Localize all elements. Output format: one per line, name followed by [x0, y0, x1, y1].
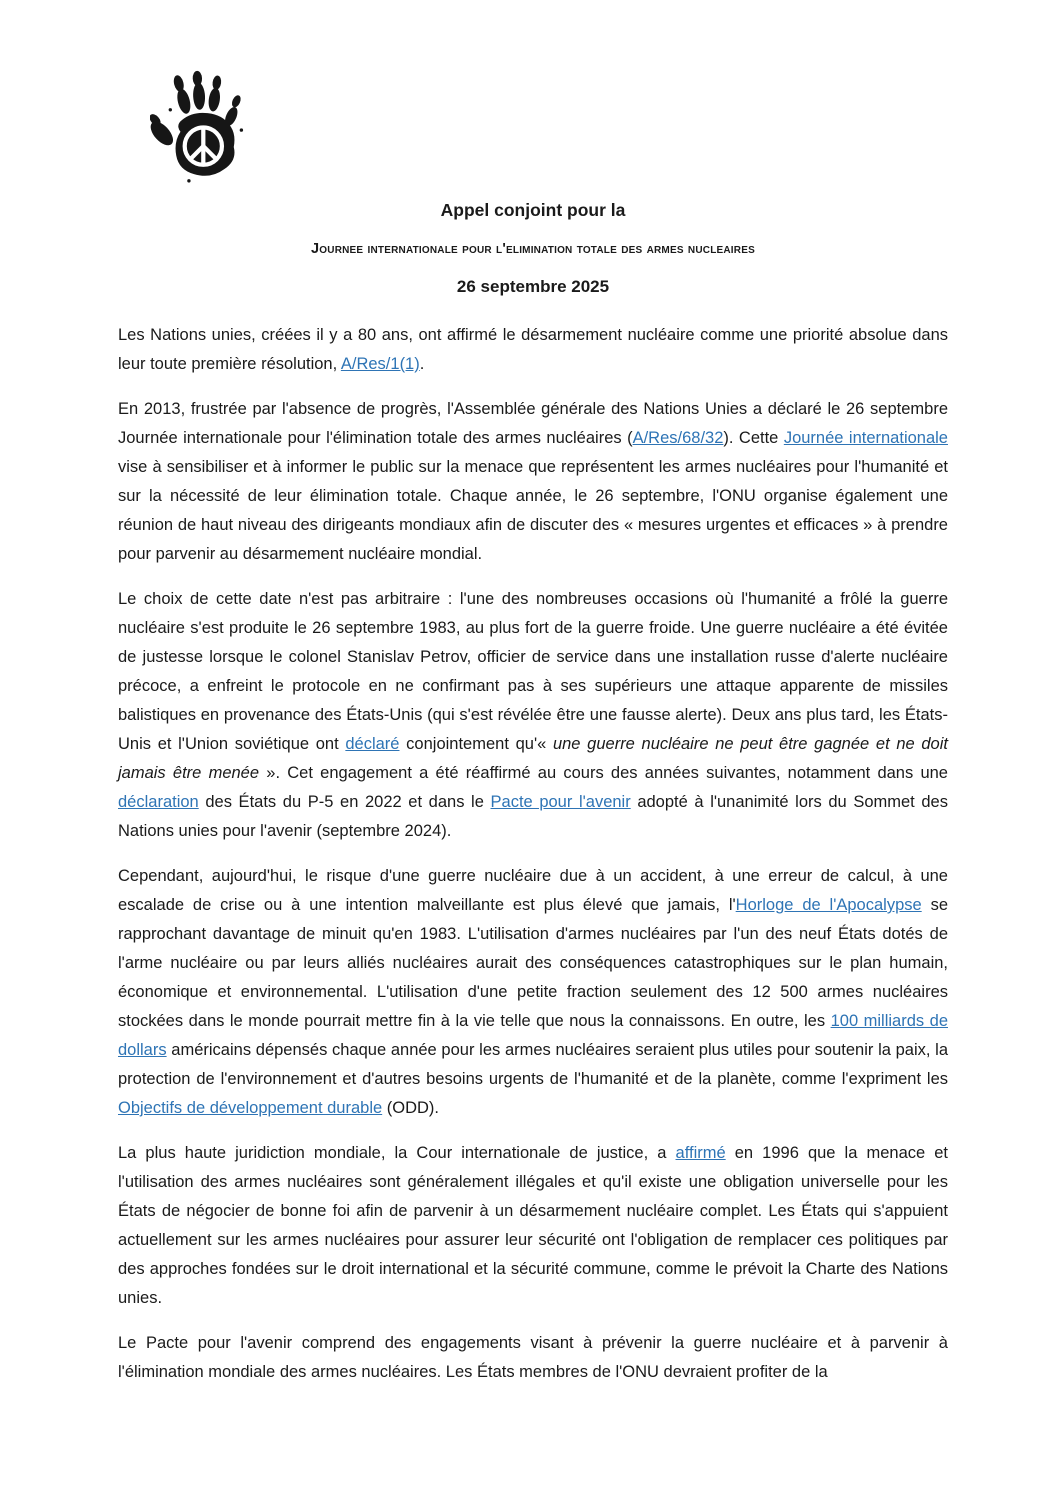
handprint-icon: [150, 70, 260, 202]
link-horloge-de-l-apocalypse[interactable]: Horloge de l'Apocalypse: [735, 896, 922, 914]
text-run: ». Cet engagement a été réaffirmé au cours des années suivantes, notamment dans une: [259, 764, 948, 782]
link-affirme[interactable]: affirmé: [675, 1144, 726, 1162]
paragraph: [118, 862, 948, 1123]
link-pacte-pour-l-avenir[interactable]: Pacte pour l'avenir: [490, 793, 631, 811]
text-run: Les Nations unies, créées il y a 80 ans, ont affirmé le désarmement nucléaire comme une priorité absolue dans leur toute première résolution,: [118, 326, 948, 373]
text-run: vise à sensibiliser et à informer le public sur la menace que représentent les armes nucléaires pour l'humanité et sur la nécessité de leur élimination totale. Chaque année, le 26 septembre, l'ONU organise également une réunion de haut niveau des dirigeants mondiaux afin de discuter des « mesures urgentes et efficaces » à prendre pour parvenir au désarmement nucléaire mondial.: [118, 458, 948, 563]
paragraph: [118, 1329, 948, 1387]
paragraph: [118, 395, 948, 569]
text-run: Le Pacte pour l'avenir comprend des engagements visant à prévenir la guerre nucléaire et à parvenir à l'élimination mondiale des armes nucléaires. Les États membres de l'ONU devraient profiter de la: [118, 1334, 948, 1381]
paragraph: [118, 585, 948, 846]
link-a-res-1-1[interactable]: A/Res/1(1): [340, 355, 420, 373]
text-run: américains dépensés chaque année pour les armes nucléaires seraient plus utiles pour soutenir la paix, la protection de l'environnement et d'autres besoins urgents de l'humanité et de la planète, comme l'expriment les: [118, 1041, 948, 1088]
link-declaration[interactable]: déclaration: [118, 793, 199, 811]
peace-handprint-logo: [150, 70, 260, 202]
document-title: Appel conjoint pour la: [440, 200, 626, 220]
document-content: [118, 200, 948, 1403]
text-run: (ODD).: [382, 1099, 439, 1117]
link-journee-internationale[interactable]: Journée internationale: [783, 429, 948, 447]
text-run: En 2013, frustrée par l'absence de progrès, l'Assemblée générale des Nations Unies a déclaré le 26 septembre Journée internationale pour l'élimination totale des armes nucléaires (: [118, 400, 948, 447]
text-run: .: [419, 355, 425, 373]
link-100-milliards-de-dollars[interactable]: 100 milliards de dollars: [118, 1012, 948, 1059]
link-objectifs-developpement-durable[interactable]: Objectifs de développement durable: [118, 1099, 383, 1117]
text-run: en 1996 que la menace et l'utilisation des armes nucléaires sont généralement illégales et qu'il existe une obligation universelle pour les États de négocier de bonne foi afin de parvenir à un désarmement nucléaire complet. Les États qui s'appuient actuellement sur les armes nucléaires pour assurer leur sécurité ont l'obligation de remplacer ces politiques par des approches fondées sur le droit international et la sécurité commune, comme le prévoit la Charte des Nations unies.: [118, 1144, 949, 1307]
document-subtitle: Journee internationale pour l'elimination totale des armes nucleaires: [311, 241, 755, 257]
text-run: se rapprochant davantage de minuit qu'en 1983. L'utilisation d'armes nucléaires par l'un des neuf États dotés de l'arme nucléaire ou par leurs alliés nucléaires aurait des conséquences catastrophiques sur le plan humain, économique et environnemental. L'utilisation d'une petite fraction seulement des 12 500 armes nucléaires stockées dans le monde pourrait mettre fin à la vie telle que nous la connaissons. En outre, les: [118, 896, 948, 1030]
text-run: Le choix de cette date n'est pas arbitraire : l'une des nombreuses occasions où l'humanité a frôlé la guerre nucléaire s'est produite le 26 septembre 1983, au plus fort de la guerre froide. Une guerre nucléaire a été évitée de justesse lorsque le colonel Stanislav Petrov, officier de service dans une installation russe d'alerte nucléaire précoce, a enfreint le protocole en ne confirmant pas à ses supérieurs une attaque apparente de missiles balistiques en provenance des États-Unis (qui s'est révélée être une fausse alerte). Deux ans plus tard, les États-Unis et l'Union soviétique ont: [118, 590, 948, 753]
text-run: ). Cette: [723, 429, 784, 447]
paragraph: [118, 321, 948, 379]
emphasis-text: une guerre nucléaire ne peut être gagnée et ne doit jamais être menée: [118, 735, 948, 782]
text-run: Cependant, aujourd'hui, le risque d'une guerre nucléaire due à un accident, à une erreur de calcul, à une escalade de crise ou à une intention malveillante est plus élevé que jamais, l': [118, 867, 948, 914]
document-body: [118, 321, 948, 1387]
text-run: conjointement qu'«: [399, 735, 553, 753]
text-run: La plus haute juridiction mondiale, la Cour internationale de justice, a: [118, 1144, 676, 1162]
link-declare[interactable]: déclaré: [345, 735, 400, 753]
link-a-res-68-32[interactable]: A/Res/68/32: [632, 429, 724, 447]
text-run: adopté à l'unanimité lors du Sommet des Nations unies pour l'avenir (septembre 2024).: [118, 793, 948, 840]
document-date: 26 septembre 2025: [456, 277, 610, 296]
text-run: des États du P-5 en 2022 et dans le: [198, 793, 491, 811]
paragraph: [118, 1139, 948, 1313]
